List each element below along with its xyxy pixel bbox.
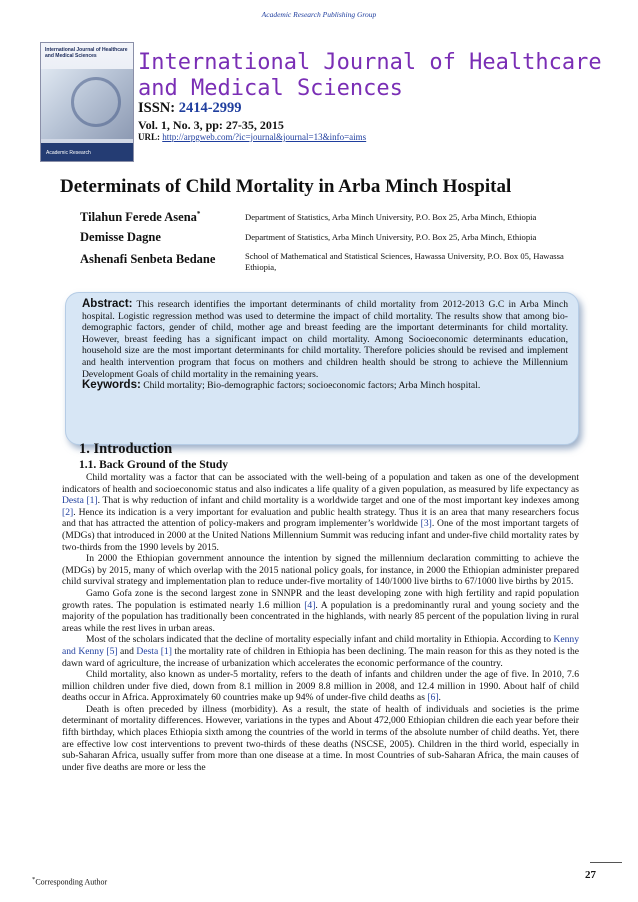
author-name: Ashenafi Senbeta Bedane <box>80 252 216 266</box>
author-name-text: Tilahun Ferede Asena <box>80 210 197 225</box>
abstract-label: Abstract: <box>82 298 133 310</box>
cover-footer-band <box>41 143 133 161</box>
publisher-header: Academic Research Publishing Group <box>261 10 377 19</box>
cover-title: International Journal of Healthcare and Medical Sciences <box>45 47 128 59</box>
paragraph-text: . One of the most important targets of (MDGs) that introduced in 2000 at the United Nations Millennium Summit was reducing infant and under-five child mortality rates by two-thirds from the 1990 levels by 2015. <box>62 518 579 553</box>
footnote <box>32 876 107 887</box>
paragraph <box>62 669 579 704</box>
paragraph-text: Gamo Gofa zone is the second largest zone in SNNPR and the least developing zone with high fertility and rapid population growth rates. The population is estimated nearly 1.6 million <box>62 587 579 611</box>
issn <box>138 100 242 117</box>
section-heading: 1. Introduction <box>79 441 173 457</box>
footnote-text: Corresponding Author <box>35 877 108 887</box>
paper-title: Determinats of Child Mortality in Arba Minch Hospital <box>60 176 512 197</box>
author-name: Demisse Dagne <box>80 230 161 244</box>
body-text <box>62 440 579 773</box>
issn-label: ISSN: <box>138 100 179 116</box>
author-affiliation: School of Mathematical and Statistical Sciences, Hawassa University, P.O. Box 05, Hawassa Ethiopia, <box>245 251 564 272</box>
citation-link[interactable]: [4] <box>304 599 316 611</box>
paragraph-text: Child mortality was a factor that can be associated with the well-being of a population and taken as one of the development indicators of health and socioeconomic status and also indicates a life quality of a given population, as measured by life expectancy as <box>62 472 579 495</box>
citation-link[interactable]: Desta [1] <box>62 495 98 507</box>
footer-rule <box>590 862 622 863</box>
citation-link[interactable]: Desta [1] <box>136 645 172 657</box>
paragraph-text: . Hence its indication is a very important for evaluation and public health strategy. Thus it is an area that many researchers focus and that has attracted the attention of policy-makers and program implementer’s worldwide <box>62 506 579 530</box>
author-affiliation: Department of Statistics, Arba Minch University, P.O. Box 25, Arba Minch, Ethiopia <box>245 212 537 222</box>
keywords-label: Keywords: <box>82 379 141 392</box>
journal-title: International Journal of Healthcare and Medical Sciences <box>138 50 602 101</box>
volume-info: Vol. 1, No. 3, pp: 27-35, 2015 <box>138 118 284 132</box>
journal-cover-image <box>40 42 134 162</box>
paragraph-text: . <box>438 692 441 704</box>
paragraph-text: Most of the scholars indicated that the decline of mortality especially infant and child mortality in Ethiopia. According to <box>86 634 554 646</box>
abstract-text: This research identifies the important determinants of child mortality from 2012-2013 G.C in Arba Minch hospital. Logistic regression method was used to determine the impact of child mortality. The results show that among bio-demographic factors, gender of child, mother age and breast feeding are the important determinants for child mortality. However, breast feeding has a significant impact on child mortality. Among Socioeconomic determinants education, household size are the most important determinants for child mortality. Therefore policies should be revised and implement and health intervention program that focus on mothers and children health should be strong to achieve the Millennium Development Goals of child mortality in the remaining years. <box>82 299 568 380</box>
paragraph <box>62 634 579 669</box>
citation-link[interactable]: [2] <box>62 506 74 518</box>
paragraph <box>62 472 579 553</box>
subsection-heading: 1.1. Back Ground of the Study <box>79 459 229 471</box>
paragraph: In 2000 the Ethiopian government announce the intention by signed the millennium declaration committing to achieve the (MDGs) by 2015, many of which overlap with the 2015 national policy goals, for instance, in 2000 the Ethiopian administer prepared child survival strategy and implementation plan to reduce under-five mortality of 140/1000 live births to 67/1000 live births by 2015. <box>62 553 579 588</box>
paragraph-text: the mortality rate of children in Ethiopia has been declining. The main reason for this as they noted is the dawn ward of agriculture, the increase of urbanization which accelerates the economic performance of the country. <box>62 645 579 669</box>
citation-link[interactable]: [3] <box>420 518 432 530</box>
paragraph: Death is often preceded by illness (morbidity). As a result, the state of health of individuals and societies is the prime determinant of mortality differences. However, variations in the types and About 472,000 Ethiopian children die each year before their fifth birthday, which places Ethiopia sixth among the countries of the world in terms of the absolute number of child deaths. Yet, there are effective low cost interventions to prevent two-thirds of these deaths (NSCSE, 2005). Children in the third world, especially in sub-Saharan Africa, usually suffer from more than one disease at a time. In most Countries of sub-Saharan Africa, the main causes of under five deaths are more or less the <box>62 703 579 773</box>
paragraph <box>62 588 579 634</box>
cover-logo: Academic Research <box>46 150 91 156</box>
url-label: URL: <box>138 132 163 142</box>
paragraph-text: and <box>117 645 137 657</box>
author-name <box>80 210 200 225</box>
citation-link[interactable]: Kenny and Kenny [5] <box>62 634 579 657</box>
cover-stethoscope-image <box>41 69 133 139</box>
citation-link[interactable]: [6] <box>427 692 439 704</box>
corresponding-mark: * <box>196 210 201 218</box>
issn-value: 2414-2999 <box>178 100 242 116</box>
footnote-mark: * <box>32 876 36 883</box>
paragraph-text: . That is why reduction of infant and child mortality is a worldwide target and one of the most important key indexes among <box>97 495 580 507</box>
paragraph-text: . A population is a predominantly rural and young society and the majority of the population has traditionally been concentrated in the highlands, with nearly 85 percent of the population living in rural areas while the rest lives in urban areas. <box>62 599 579 634</box>
page-number: 27 <box>585 869 596 881</box>
keywords-text: Child mortality; Bio-demographic factors; socioeconomic factors; Arba Minch hospital. <box>143 380 481 392</box>
journal-url <box>138 132 366 142</box>
abstract-box <box>65 292 579 445</box>
journal-url-link[interactable]: http://arpgweb.com/?ic=journal&journal=13&info=aims <box>162 132 367 142</box>
paragraph-text: Child mortality, also known as under-5 mortality, refers to the death of infants and children under the age of five. In 2010, 7.6 million children under five died, down from 8.1 million in 2009 8.8 million in 2008, and 12.4 million in 1990. About half of child deaths occur in Africa. Approximately 60 countries make up 94% of under-five child deaths as <box>62 669 579 704</box>
author-affiliation: Department of Statistics, Arba Minch University, P.O. Box 25, Arba Minch, Ethiopia <box>245 232 537 242</box>
